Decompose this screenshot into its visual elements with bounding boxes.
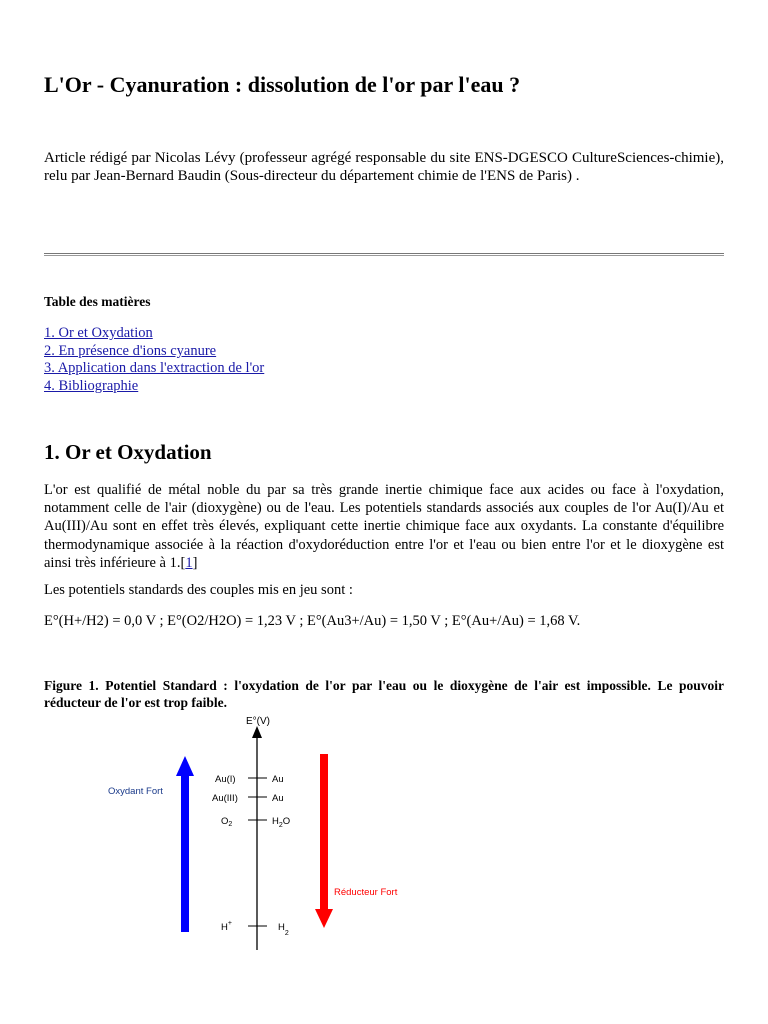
figure-caption: Figure 1. Potentiel Standard : l'oxydation de l'or par l'eau ou le dioxygène de l'air est impossible. Le pouvoir réducteur de l'or est trop faible. xyxy=(44,678,724,710)
page-title: L'Or - Cyanuration : dissolution de l'or par l'eau ? xyxy=(44,72,521,97)
oxidant-arrow-shaft xyxy=(181,774,189,932)
table-of-contents xyxy=(44,325,264,396)
couple-reducer: $H_2$ xyxy=(278,922,289,937)
axis-label: E°(V) xyxy=(246,716,270,727)
reducer-label: Réducteur Fort xyxy=(334,887,398,898)
toc-link-extraction[interactable]: 3. Application dans l'extraction de l'or xyxy=(44,360,265,377)
ref-bracket-open: [ xyxy=(180,554,186,571)
toc-item xyxy=(44,378,264,396)
couple-reducer: Au xyxy=(272,774,284,785)
section-heading: 1. Or et Oxydation xyxy=(44,440,212,464)
toc-item xyxy=(44,343,264,361)
couple-o2-h2o xyxy=(221,816,290,829)
potentials-intro: Les potentiels standards des couples mis en jeu sont : xyxy=(44,582,353,598)
paragraph-text: L'or est qualifié de métal noble du par sa très grande inertie chimique face aux acides ou face à l'oxydation, notamment celle de l'air (dioxygène) ou de l'eau. Les potentiels standards associés aux couples de l'or Au(I)/Au et Au(III)/Au sont en effet très élevés, expliquant cette inertie chimique face aux oxydants. La constante d'équilibre thermodynamique associée à la réaction d'oxydoréduction entre l'or et l'eau ou bien entre l'or et le dioxygène est ainsi très inférieure à 1. xyxy=(44,482,724,571)
potentials-values: E°(H+/H2) = 0,0 V ; E°(O2/H2O) = 1,23 V ; E°(Au3+/Au) = 1,50 V ; E°(Au+/Au) = 1,68 V. xyxy=(44,613,581,629)
toc-item xyxy=(44,325,264,343)
couple-reducer: Au xyxy=(272,793,284,804)
section-paragraph xyxy=(44,481,724,572)
reference-link[interactable]: 1 xyxy=(185,554,193,571)
couple-oxidant: Au(III) xyxy=(212,793,238,804)
axis-arrowhead xyxy=(252,726,262,738)
couple-reducer: $H_2O$ xyxy=(272,816,291,829)
couple-oxidant: H+ xyxy=(221,920,232,933)
potential-diagram xyxy=(100,712,430,957)
toc-link-or-oxydation[interactable]: 1. Or et Oxydation xyxy=(44,325,153,341)
reducer-arrow-head xyxy=(315,909,333,928)
ref-bracket-close: ] xyxy=(192,554,198,571)
couple-au-iii xyxy=(212,793,284,804)
horizontal-divider xyxy=(44,253,724,256)
couple-h-h2 xyxy=(221,920,289,937)
couple-oxidant: Au(I) xyxy=(215,774,236,785)
toc-title: Table des matières xyxy=(44,294,151,309)
toc-link-bibliographie[interactable]: 4. Bibliographie xyxy=(44,378,139,395)
oxidant-label: Oxydant Fort xyxy=(108,786,163,797)
oxidant-arrow-head xyxy=(176,756,194,776)
couple-oxidant: $O_2$ xyxy=(221,816,233,828)
toc-link-ions-cyanure[interactable]: 2. En présence d'ions cyanure xyxy=(44,342,217,359)
reducer-arrow-shaft xyxy=(320,754,328,911)
author-note: Article rédigé par Nicolas Lévy (professeur agrégé responsable du site ENS-DGESCO CultureSciences-chimie), relu par Jean-Bernard Baudin (Sous-directeur du département chimie de l'ENS de Paris) . xyxy=(44,150,724,184)
couple-au-i xyxy=(215,774,284,785)
toc-item xyxy=(44,360,264,378)
